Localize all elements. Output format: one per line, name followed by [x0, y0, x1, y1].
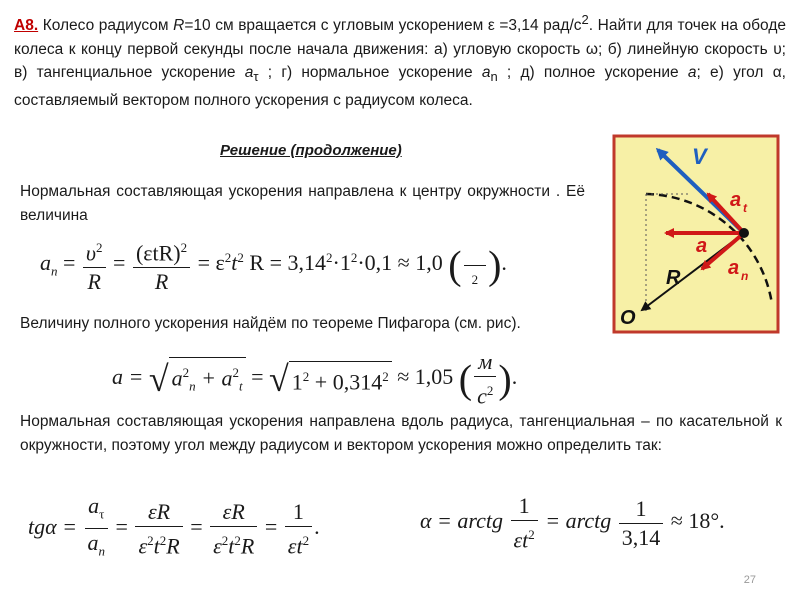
sqrt-components: $a^2_n + a^2_t$	[169, 357, 246, 402]
formula-alpha-value: α = arctg $\frac{1}{\varepsilon t^2}$ = arctg $\frac{1}{3,14}$ ≈ 18°.	[420, 493, 725, 553]
page-number: 27	[743, 574, 756, 586]
fraction-etr2-over-r: $\frac{(\varepsilon tR)^2}{R}$	[133, 234, 190, 296]
paragraph-angle: Нормальная составляющая ускорения направлена вдоль радиуса, тангенциальная – по касательной к окружности, поэтому угол между радиусом и вектором ускорения можно определить так:	[20, 413, 782, 454]
sqrt-values: $1^2 + 0,314^2$	[289, 361, 392, 397]
formula-total-acceleration: a = √ $a^2_n + a^2_t$ = √ $1^2 + 0,314^2 \approx 1,05$ ( $\frac{м}{с^2}$ ).	[112, 349, 518, 409]
label-a-t-sub: t	[743, 201, 747, 215]
label-a-n: a	[728, 257, 740, 279]
acceleration-diagram	[612, 134, 780, 334]
unit-fraction: 2	[464, 237, 487, 294]
paragraph-pythagoras: Величину полного ускорения найдём по теореме Пифагора (см. рис).	[20, 315, 521, 332]
label-a: a	[696, 235, 708, 257]
diagram-svg	[612, 134, 780, 334]
point-on-rim	[739, 228, 749, 238]
label-r: R	[666, 267, 681, 289]
unit-m-per-s2: $\frac{м}{с^2}$	[474, 348, 496, 410]
problem-tag: А8.	[14, 17, 39, 35]
label-a-t: a	[730, 189, 742, 211]
paragraph-normal-component: Нормальная составляющая ускорения направлена к центру окружности . Её величина	[20, 183, 585, 224]
label-o: O	[620, 307, 636, 329]
fraction-v2-over-r: $\frac{\upsilon^2}{R}$	[83, 234, 106, 296]
formula-tg-alpha: tgα = $\frac{a_\tau}{a_n}$ = $\frac{\varepsilon R}{\varepsilon^2t^2R}$ = $\frac{\varepsilon R}{\varepsilon^2t^2R}$ = $\frac{1}{\varepsilon t^2}$ .	[28, 493, 320, 559]
label-v: V	[692, 144, 707, 169]
label-a-n-sub: n	[741, 269, 749, 283]
solution-heading: Решение (продолжение)	[220, 142, 402, 159]
formula-normal-acceleration: $a_n$ = $\frac{\upsilon^2}{R}$ = $\frac{(\varepsilon tR)^2}{R}$ = $\varepsilon^2t^2$ $R = 3,14^2\cdot 1^2\cdot 0,1 \approx 1,0$ ( 2 ).	[40, 234, 507, 296]
problem-statement: А8. Колесо радиусом R=10 см вращается с угловым ускорением ε =3,14 рад/$с^2$. Найти для точек на ободе колеса к концу первой секунды после начала движения: а) угловую скорость ω; б) линейную скорость υ; в) тангенциальное ускорение $a_\tau$ ; г) нормальное ускорение $a_n$ ; д) полное ускорение a; е) угол α, составляемый вектором полного ускорения с радиусом колеса.	[14, 12, 786, 109]
